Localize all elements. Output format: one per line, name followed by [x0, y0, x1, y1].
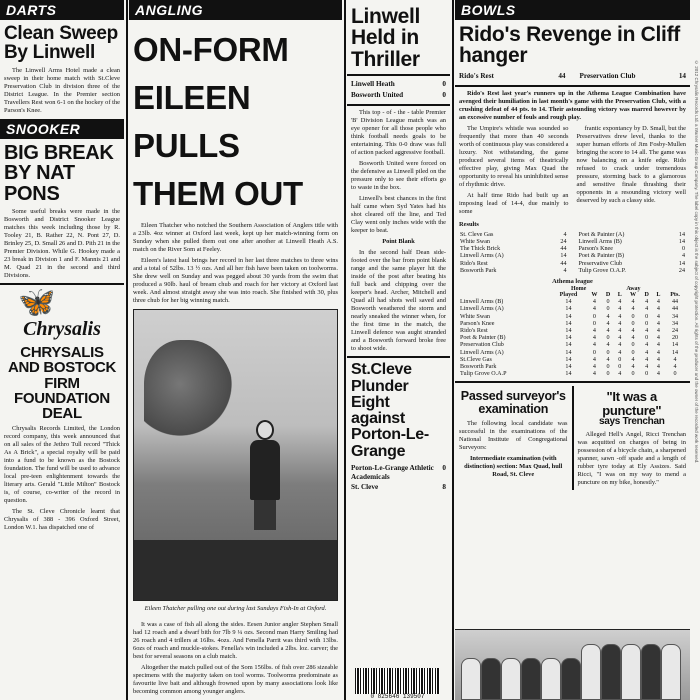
surveyor-headline: Passed surveyor's examination	[460, 389, 566, 417]
results-row: Linwell Arms (B) 14	[578, 239, 685, 246]
league-header-row: Played W D L W D L Pts.	[559, 292, 680, 299]
darts-body: The Linwell Arms Hotel made a clean sweep in their home match with St.Cleve Preservation Club in division three of the District League. In the Premier section Travellers Rest won 6-1 on the hockey of the Parson's Knee.	[4, 66, 120, 114]
section-angling: ANGLING	[129, 0, 342, 20]
team-photo	[455, 629, 690, 700]
column-linwell	[347, 0, 450, 700]
legal-text: © 2012 Chrysalis Records Ltd. a Warner Music Group Company. The label copy in this object is the subject of copyright protection. All rights of the producer and the owner of the recorded work reserved.	[694, 60, 699, 464]
team-player-figure	[641, 644, 661, 700]
results-row: Poet & Painter (B) 4	[578, 253, 685, 260]
league-row: Bosworth Park 14 4 0 0 4 4 4 4	[460, 364, 677, 371]
results-row: St. Cleve Gas 4	[460, 231, 567, 238]
surveyor-p2: Intermediate examination (with distinction) section: Max Quad, hull Road, St. Cleve	[464, 454, 563, 478]
angling-p4: Altogether the match pulled out of the Som 156lbs. of fish over 286 sizeable specimens with the majority taken on tool worms. Toolworms predominate as favourite live bait and although frowned upon by many associations look like becoming common among younger anglers.	[133, 664, 338, 695]
barcode	[355, 668, 440, 694]
snooker-body: Some useful breaks were made in the Bosworth and District Snooker League matches this week including those by R. Tooley 21, B. Rather 22, N. Pont 27, D. Brinley 25, D. Small 26 and D. Pith 21 in the Premier Division. While G. Hookey made a 23 break in Division 1 and F. Mannis 21 and M. Quad 21 in the second and third Divisions.	[4, 207, 120, 279]
league-row: Linwell Arms (B) 14 4 0 4 4 4 4 44	[460, 299, 679, 306]
score-line: St. Cleve 8	[351, 483, 446, 492]
team-player-figure	[621, 644, 641, 700]
chrysalis-p2: The St. Cleve Chronicle learnt that Chrysalis of 388 - 396 Oxford Street, London W.1. has dispatched one of	[4, 508, 120, 532]
team-player-figure	[601, 644, 621, 700]
linwell-subhead: Point Blank	[382, 238, 415, 246]
team-player-figure	[521, 658, 541, 700]
league-row: St.Cleve Gas 14 4 4 0 4 4 4 4	[460, 356, 677, 363]
angling-p1: Eileen Thatcher who notched the Southern Association of Anglers title with a 23lb. 4oz winner at Oxford last week, kept up her match-winning form on Sunday when she pulled them out one after another at Linwell Heath A.S. match on the River Som at Feeley.	[133, 222, 338, 253]
results-table	[459, 232, 686, 275]
stcleve-headline: St.Cleve Plunder Eight against Porton-Le-Grange	[351, 361, 429, 460]
results-row: Rido's Rest 44	[460, 260, 567, 267]
team-player-figure	[581, 644, 601, 700]
section-darts: DARTS	[0, 0, 124, 20]
results-title: Results	[459, 220, 479, 228]
chrysalis-headline: CHRYSALIS AND BOSTOCK FIRM FOUNDATION DEAL	[7, 343, 117, 423]
league-row: Linwell Arms (A) 14 0 0 4 0 4 4 14	[460, 349, 679, 356]
team-player-figure	[481, 658, 501, 700]
league-row: Tulip Grove O.A.P 14 4 0 4 0 0 4 0	[460, 371, 677, 378]
league-row: Parson's Knee 14 0 4 4 0 0 4 34	[460, 320, 679, 327]
bowls-score: Rido's Rest 44 Preservation Club 14	[459, 71, 686, 80]
chrysalis-logo: Chrysalis	[23, 317, 101, 340]
angling-headline: ON-FORM EILEEN PULLS THEM OUT	[133, 31, 303, 212]
column-rule	[452, 0, 454, 700]
divider	[347, 74, 450, 76]
league-title: Athema league	[552, 278, 593, 286]
angling-p3: It was a case of fish all along the sides. Eesen Junior angler Stephen Small had 12 roach and a dwarf bith for 7lb 9 ¼ ozs. Second man Harry Smiling had 26 roach and 4 trillers at 16lbs. 4ozs. And Fenella Parrit was third with 13lbs. 6ozs of roach and muckle-stokes. Fenella's win included a 2lbs. loz. carver; the best for several seasons on a club match.	[133, 621, 338, 660]
divider	[455, 85, 690, 87]
divider	[0, 283, 124, 285]
linwell-p4: In the second half Dean side-footed over the bar from point blank range and the same player hit the inside of the post after beating his full back and chipping over the keeper's head. Archer, Mitchell and Quad all had shots well saved and Bosworth weathered the storm and nearly sneaked the winner when, for the first time in the match, the Linwell defence was aught stranded and a Bosworth forward broke free to shoot wide.	[351, 249, 446, 353]
surveyor-p1: The following local candidate was successful in the examinations of the National Institute of Congregational Surveyors:	[459, 419, 568, 451]
bowls-headline: Rido's Revenge in Cliff hanger	[459, 23, 680, 68]
photo-caption: Eileen Thatcher pulling one out during last Sundays Fish-In at Oxford.	[144, 605, 327, 612]
bottom-stories	[455, 386, 690, 490]
chrysalis-p1: Chrysalis Records Limited, the London record company, this week announced that on all sales of the Jethro Tull record "Thick As A Brick", a special royalty will be paid into a fund to be known as the Bostock foundation. The fund will be used to advance local pre-teen enlightenment towards the literary arts. Gerald "Little Milton" Bostock is, of course, co-writer of the record in question.	[4, 425, 120, 505]
divider	[347, 104, 450, 106]
linwell-headline: Linwell Held in Thriller	[351, 5, 421, 71]
darts-headline: Clean Sweep By Linwell	[4, 23, 118, 64]
results-row: Linwell Arms (A) 14	[460, 253, 567, 260]
results-row: Preservative Club 14	[578, 260, 685, 267]
team-player-figure	[461, 658, 481, 700]
league-row: Linwell Arms (A) 14 4 0 4 4 4 4 44	[460, 306, 679, 313]
linwell-p2: Bosworth United were forced on the defensive as Linwell piled on the pressure only to see their efforts go to waste in the box.	[351, 160, 446, 192]
results-row: Parson's Knee 0	[578, 246, 685, 253]
column-angling	[129, 0, 342, 700]
divider	[455, 381, 690, 383]
results-row: Bosworth Park 4	[460, 267, 567, 274]
league-row: Preservation Club 14 4 4 4 0 4 4 14	[460, 342, 679, 349]
butterfly-logo-icon: 🦋	[18, 285, 56, 319]
puncture-headline: "It was a puncture"	[602, 389, 662, 418]
bowls-body: The Umpire's whistle was sounded so frequently that more than 40 seconds worth of continuous play was considered a luxury. Not withstanding, the game produced several items of theatrically effective play, giving Max Quad the opportunity to reveal his uninhibited sense of rhythmic drive. At half time Rido had built up an imposing lead of 14-4, due mainly to some frantic expontancy by D. Small, but the Preservatives drew level, thanks to the super human efforts of Jim Fosby-Mullen bringing the score to 14 all. The game was now balancing on a knife edge. Rido refused to crack under tremendous pressure, storming back to a glamorous and sensitive finale thrashing their opponents in a resounding victory well deserved by such a classy side.	[459, 124, 686, 215]
puncture-subhead: says Trenchan	[598, 415, 665, 427]
results-row: The Thick Brick 44	[460, 246, 567, 253]
team-player-figure	[541, 658, 561, 700]
league-subheads: Home Away	[571, 286, 641, 293]
linwell-p1: This top - of - the - table Premier 'B' Division League match was an eye opener for all those people who think football needs goals to be entertaining. This 0-0 draw was full of action packed aggressive football.	[351, 109, 446, 157]
angling-p2: Eileen's latest haul brings her record in her last three matches to three wins and a total of 52lbs. 13 ½ ozs. And all her fish have been taken on toolworms. She drew well on Sunday and was pegged about 30 yards from the swim that produced a 90lb. haul of bream chub and roach for her victory at Oxford last week. And almost straight away she was into roach. She finished with 30, plus three chub for her big winning match.	[133, 257, 338, 304]
score-line: Bosworth United 0	[351, 91, 446, 100]
angling-photo	[133, 309, 338, 601]
column-rule	[126, 0, 128, 700]
results-row: Poet & Painter (A) 14	[578, 231, 685, 238]
bowls-lead: Rido's Rest last year's runners up in the Athema League Combination have avenged their humiliation in last month's game with the Preservation Club, with a crushing defeat of 44 pts. to 14. Their astounding victory was marred however by an excessive number of fouls and rough play.	[459, 89, 686, 121]
league-row: Rido's Rest 14 4 4 4 4 4 4 24	[460, 328, 679, 335]
snooker-headline: BIG BREAK BY NAT PONS	[4, 141, 114, 205]
barcode-number: 0 825646 139507	[370, 693, 425, 700]
column-rule	[344, 0, 346, 700]
results-row: Tulip Grove O.A.P. 24	[578, 267, 685, 274]
score-line: Linwell Heath 0	[351, 80, 446, 89]
league-table	[459, 292, 686, 378]
team-player-figure	[561, 658, 581, 700]
angler-figure	[246, 420, 284, 530]
team-player-figure	[661, 644, 681, 700]
divider	[347, 356, 450, 358]
linwell-p3: Linwell's best chances in the first half came when Syd Yates had his shot cleared off the line, and Ted Clay went only inches wide with the keeper to beat.	[351, 195, 446, 235]
league-row: Poet & Painter (B) 14 4 0 4 4 0 4 20	[460, 335, 679, 342]
section-bowls: BOWLS	[455, 0, 690, 20]
team-player-figure	[501, 658, 521, 700]
column-bowls	[455, 0, 690, 700]
results-row: White Swan 24	[460, 239, 567, 246]
league-row: White Swan 14 0 4 4 0 0 4 34	[460, 313, 679, 320]
section-snooker: SNOOKER	[0, 119, 124, 139]
puncture-p1: Alleged Hell's Angel, Ricci Trenchan was acquitted on charges of being in possession of a bicycle chain, a sharpened spanner, sawn -off spade and a length of rubber tyre today at Ely Assizes. Said Ricci, "I was on my way to mend a puncture on my bike, honestly."	[577, 431, 686, 487]
column-left	[0, 0, 124, 700]
score-line: Porton-Le-Grange Athletic Academicals 0	[351, 464, 446, 482]
